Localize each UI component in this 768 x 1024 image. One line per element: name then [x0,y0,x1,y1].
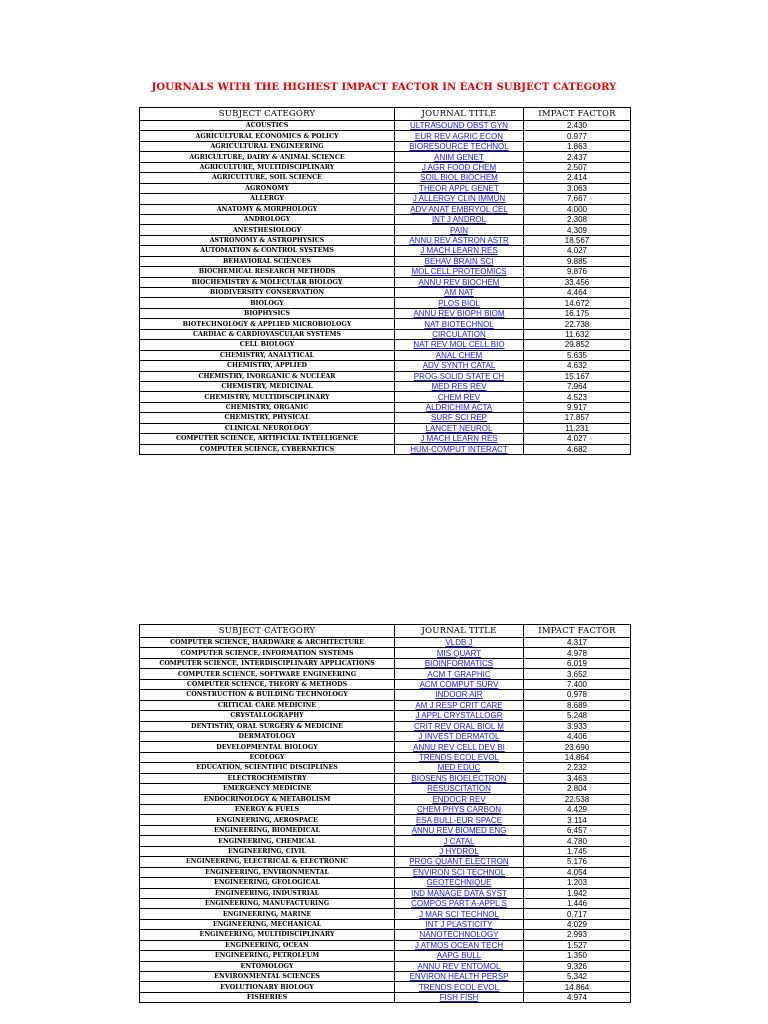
subject-category-cell: ENGINEERING, MARINE [140,909,395,919]
subject-category-cell: COMPUTER SCIENCE, INTERDISCIPLINARY APPLICATIONS [140,658,395,668]
subject-category-cell: AUTOMATION & CONTROL SYSTEMS [140,246,395,256]
table-row [140,277,631,287]
impact-factor-cell: 18.567 [524,235,631,245]
impact-factor-cell: 4.317 [524,638,631,648]
table-row [140,204,631,214]
subject-category-cell: ENGINEERING, OCEAN [140,940,395,950]
impact-factor-cell: 1.863 [524,141,631,151]
journal-title-link[interactable]: MOL CELL PROTEOMICS [395,267,524,277]
table-row [140,371,631,381]
journal-title-link[interactable]: INT J ANDROL [395,214,524,224]
journal-title-link[interactable]: J APPL CRYSTALLOGR [395,711,524,721]
journal-title-link[interactable]: HUM-COMPUT INTERACT [395,444,524,454]
impact-factor-cell: 11.632 [524,329,631,339]
impact-factor-cell: 14.864 [524,752,631,762]
impact-factor-cell: 3.933 [524,721,631,731]
subject-category-header: SUBJECT CATEGORY [140,625,395,638]
subject-category-cell: BIOTECHNOLOGY & APPLIED MICROBIOLOGY [140,319,395,329]
impact-factor-cell: 2.437 [524,152,631,162]
subject-category-cell: ENTOMOLOGY [140,961,395,971]
table-row [140,888,631,898]
impact-factor-table-2 [139,624,631,1003]
table-row [140,919,631,929]
table-row [140,423,631,433]
impact-factor-cell: 1.350 [524,951,631,961]
table-header-row [140,625,631,638]
table-row [140,951,631,961]
table-row [140,711,631,721]
subject-category-cell: CHEMISTRY, PHYSICAL [140,413,395,423]
impact-factor-cell: 0.977 [524,131,631,141]
subject-category-cell: CRITICAL CARE MEDICINE [140,700,395,710]
table-row [140,638,631,648]
subject-category-cell: ANATOMY & MORPHOLOGY [140,204,395,214]
table-row [140,658,631,668]
impact-factor-cell: 15.167 [524,371,631,381]
table-row [140,162,631,172]
table-row [140,173,631,183]
journal-title-link[interactable]: PAIN [395,225,524,235]
subject-category-cell: ENGINEERING, PETROLEUM [140,951,395,961]
table-row [140,972,631,982]
subject-category-cell: BIOCHEMICAL RESEARCH METHODS [140,267,395,277]
journal-title-link[interactable]: BEHAV BRAIN SCI [395,256,524,266]
impact-factor-cell: 29.852 [524,340,631,350]
table-row [140,992,631,1002]
impact-factor-cell: 1.446 [524,898,631,908]
table-row [140,434,631,444]
subject-category-cell: COMPUTER SCIENCE, THEORY & METHODS [140,679,395,689]
journal-title-link[interactable]: SURF SCI REP [395,413,524,423]
journal-title-link[interactable]: ULTRASOUND OBST GYN [395,121,524,131]
journal-title-link[interactable]: J MACH LEARN RES [395,246,524,256]
table-row [140,898,631,908]
journal-title-link[interactable]: BIOINFORMATICS [395,658,524,668]
table-row [140,982,631,992]
impact-factor-cell: 17.857 [524,413,631,423]
impact-factor-cell: 4.309 [524,225,631,235]
journal-title-link[interactable]: NAT REV MOL CELL BIO [395,340,524,350]
impact-factor-cell: 3.063 [524,183,631,193]
subject-category-cell: DEVELOPMENTAL BIOLOGY [140,742,395,752]
table-row [140,183,631,193]
impact-factor-cell: 14.672 [524,298,631,308]
subject-category-cell: CHEMISTRY, ORGANIC [140,402,395,412]
impact-factor-cell: 2.308 [524,214,631,224]
journal-title-link[interactable]: ADV SYNTH CATAL [395,361,524,371]
table-row [140,361,631,371]
table-row [140,121,631,131]
journal-title-link[interactable]: IND MANAGE DATA SYST [395,888,524,898]
impact-factor-cell: 4.429 [524,805,631,815]
subject-category-cell: ENGINEERING, BIOMEDICAL [140,825,395,835]
subject-category-cell: CELL BIOLOGY [140,340,395,350]
subject-category-cell: ENGINEERING, CHEMICAL [140,836,395,846]
subject-category-cell: BIOCHEMISTRY & MOLECULAR BIOLOGY [140,277,395,287]
journal-title-link[interactable]: ANIM GENET [395,152,524,162]
subject-category-cell: AGRICULTURE, SOIL SCIENCE [140,173,395,183]
impact-factor-cell: 4.632 [524,361,631,371]
subject-category-cell: AGRICULTURAL ECONOMICS & POLICY [140,131,395,141]
impact-factor-cell: 1.203 [524,878,631,888]
journal-title-link[interactable]: CHEM PHYS CARBON [395,805,524,815]
impact-factor-table-1 [139,107,631,455]
journal-title-link[interactable]: MIS QUART [395,648,524,658]
subject-category-cell: CHEMISTRY, MEDICINAL [140,381,395,391]
impact-factor-cell: 1.942 [524,888,631,898]
journal-title-link[interactable]: ANNU REV CELL DEV BI [395,742,524,752]
table-body [140,121,631,455]
table-row [140,256,631,266]
journal-title-link[interactable]: AM J RESP CRIT CARE [395,700,524,710]
table-row [140,669,631,679]
journal-title-link[interactable]: PROG SOLID STATE CH [395,371,524,381]
table-row [140,141,631,151]
subject-category-cell: ENGINEERING, ENVIRONMENTAL [140,867,395,877]
journal-title-link[interactable]: PROG QUANT ELECTRON [395,857,524,867]
subject-category-cell: ALLERGY [140,194,395,204]
table-row [140,194,631,204]
subject-category-cell: AGRICULTURAL ENGINEERING [140,141,395,151]
journal-title-link[interactable]: NAT BIOTECHNOL [395,319,524,329]
impact-factor-cell: 0.717 [524,909,631,919]
table-row [140,329,631,339]
journal-title-link[interactable]: J AGR FOOD CHEM [395,162,524,172]
table-row [140,815,631,825]
table-row [140,402,631,412]
journal-title-link[interactable]: SOIL BIOL BIOCHEM [395,173,524,183]
impact-factor-cell: 2.507 [524,162,631,172]
journal-title-header: JOURNAL TITLE [395,625,524,638]
journal-title-link[interactable]: AAPG BULL [395,951,524,961]
subject-category-cell: COMPUTER SCIENCE, SOFTWARE ENGINEERING [140,669,395,679]
table-row [140,721,631,731]
impact-factor-cell: 2.430 [524,121,631,131]
impact-factor-cell: 22.738 [524,319,631,329]
impact-factor-cell: 4.780 [524,836,631,846]
table-row [140,690,631,700]
table-row [140,940,631,950]
journal-title-link[interactable]: ESA BULL-EUR SPACE [395,815,524,825]
impact-factor-cell: 3.463 [524,773,631,783]
journal-title-link[interactable]: MED RES REV [395,381,524,391]
subject-category-cell: ELECTROCHEMISTRY [140,773,395,783]
subject-category-cell: ENGINEERING, AEROSPACE [140,815,395,825]
table-row [140,246,631,256]
impact-factor-cell: 9.917 [524,402,631,412]
table-row [140,825,631,835]
table-row [140,225,631,235]
journal-title-link[interactable]: ENVIRON SCI TECHNOL [395,867,524,877]
journal-title-link[interactable]: BIORESOURCE TECHNOL [395,141,524,151]
journal-title-link[interactable]: CIRCULATION [395,329,524,339]
impact-factor-cell: 5.176 [524,857,631,867]
table-row [140,784,631,794]
journal-title-link[interactable]: J HYDROL [395,846,524,856]
journal-title-link[interactable]: J MACH LEARN RES [395,434,524,444]
subject-category-cell: ANESTHESIOLOGY [140,225,395,235]
impact-factor-cell: 16.175 [524,308,631,318]
table-row [140,288,631,298]
impact-factor-cell: 23.690 [524,742,631,752]
subject-category-cell: AGRONOMY [140,183,395,193]
table-row [140,909,631,919]
table-row [140,350,631,360]
table-row [140,392,631,402]
subject-category-cell: CHEMISTRY, APPLIED [140,361,395,371]
impact-factor-cell: 1.745 [524,846,631,856]
impact-factor-cell: 4.406 [524,731,631,741]
journal-title-link[interactable]: ANNU REV BIOMED ENG [395,825,524,835]
journal-title-link[interactable]: J MAR SCI TECHNOL [395,909,524,919]
table-row [140,308,631,318]
journal-title-link[interactable]: PLOS BIOL [395,298,524,308]
impact-factor-cell: 22.538 [524,794,631,804]
table-row [140,413,631,423]
subject-category-cell: COMPUTER SCIENCE, CYBERNETICS [140,444,395,454]
journal-title-link[interactable]: ACM T GRAPHIC [395,669,524,679]
subject-category-cell: EVOLUTIONARY BIOLOGY [140,982,395,992]
impact-factor-cell: 4.978 [524,648,631,658]
subject-category-cell: CLINICAL NEUROLOGY [140,423,395,433]
table-row [140,857,631,867]
impact-factor-cell: 4.974 [524,992,631,1002]
table-row [140,131,631,141]
journal-title-link[interactable]: ENVIRON HEALTH PERSP [395,972,524,982]
subject-category-cell: BIOLOGY [140,298,395,308]
subject-category-cell: DENTISTRY, ORAL SURGERY & MEDICINE [140,721,395,731]
table-row [140,752,631,762]
impact-factor-cell: 0.978 [524,690,631,700]
impact-factor-cell: 9.326 [524,961,631,971]
subject-category-cell: COMPUTER SCIENCE, ARTIFICIAL INTELLIGENCE [140,434,395,444]
table-row [140,731,631,741]
impact-factor-cell: 14.864 [524,982,631,992]
subject-category-cell: CARDIAC & CARDIOVASCULAR SYSTEMS [140,329,395,339]
subject-category-cell: EMERGENCY MEDICINE [140,784,395,794]
journal-title-link[interactable]: TRENDS ECOL EVOL [395,982,524,992]
impact-factor-cell: 2.804 [524,784,631,794]
impact-factor-header: IMPACT FACTOR [524,108,631,121]
journal-title-link[interactable]: ANNU REV BIOPH BIOM [395,308,524,318]
impact-factor-cell: 6.019 [524,658,631,668]
table-row [140,805,631,815]
subject-category-cell: CHEMISTRY, MULTIDISCIPLINARY [140,392,395,402]
journal-title-link[interactable]: ANAL CHEM [395,350,524,360]
journal-title-link[interactable]: J ATMOS OCEAN TECH [395,940,524,950]
impact-factor-cell: 7.400 [524,679,631,689]
journal-title-link[interactable]: J CATAL [395,836,524,846]
table-row [140,381,631,391]
impact-factor-cell: 4.029 [524,919,631,929]
subject-category-header: SUBJECT CATEGORY [140,108,395,121]
impact-factor-cell: 33.456 [524,277,631,287]
table-row [140,444,631,454]
subject-category-cell: COMPUTER SCIENCE, INFORMATION SYSTEMS [140,648,395,658]
journal-title-link[interactable]: J INVEST DERMATOL [395,731,524,741]
journal-title-link[interactable]: ADV ANAT EMBRYOL CEL [395,204,524,214]
subject-category-cell: ENGINEERING, CIVIL [140,846,395,856]
table-row [140,763,631,773]
journal-title-link[interactable]: VLDB J [395,638,524,648]
journal-title-link[interactable]: ALDRICHIM ACTA [395,402,524,412]
subject-category-cell: DERMATOLOGY [140,731,395,741]
subject-category-cell: ENGINEERING, GEOLOGICAL [140,878,395,888]
journal-title-header: JOURNAL TITLE [395,108,524,121]
journal-title-link[interactable]: ENDOCR REV [395,794,524,804]
impact-factor-cell: 4.027 [524,246,631,256]
table-row [140,773,631,783]
table-header-row [140,108,631,121]
table-body [140,638,631,1003]
impact-factor-cell: 11.231 [524,423,631,433]
journal-title-link[interactable]: BIOSENS BIOELECTRON [395,773,524,783]
subject-category-cell: CRYSTALLOGRAPHY [140,711,395,721]
subject-category-cell: ECOLOGY [140,752,395,762]
table-row [140,878,631,888]
journal-title-link[interactable]: ANNU REV ASTRON ASTR [395,235,524,245]
impact-factor-cell: 4.682 [524,444,631,454]
impact-factor-cell: 6.457 [524,825,631,835]
impact-factor-cell: 7.964 [524,381,631,391]
subject-category-cell: ENVIRONMENTAL SCIENCES [140,972,395,982]
journal-title-link[interactable]: LANCET NEUROL [395,423,524,433]
journal-title-link[interactable]: ANNU REV BIOCHEM [395,277,524,287]
journal-title-link[interactable]: FISH FISH [395,992,524,1002]
journal-title-link[interactable]: CHEM REV [395,392,524,402]
journal-title-link[interactable]: GEOTECHNIQUE [395,878,524,888]
impact-factor-cell: 4.523 [524,392,631,402]
subject-category-cell: ENGINEERING, INDUSTRIAL [140,888,395,898]
journal-title-link[interactable]: THEOR APPL GENET [395,183,524,193]
table-row [140,319,631,329]
subject-category-cell: BIOPHYSICS [140,308,395,318]
page-title: JOURNALS WITH THE HIGHEST IMPACT FACTOR IN EACH SUBJECT CATEGORY [151,82,617,93]
impact-factor-header: IMPACT FACTOR [524,625,631,638]
table-row [140,930,631,940]
subject-category-cell: CHEMISTRY, INORGANIC & NUCLEAR [140,371,395,381]
table-row [140,836,631,846]
table-row [140,679,631,689]
table-row [140,267,631,277]
table-row [140,742,631,752]
subject-category-cell: ENERGY & FUELS [140,805,395,815]
subject-category-cell: AGRICULTURE, DAIRY & ANIMAL SCIENCE [140,152,395,162]
table-row [140,235,631,245]
journal-title-link[interactable]: TRENDS ECOL EVOL [395,752,524,762]
journal-title-link[interactable]: EUR REV AGRIC ECON [395,131,524,141]
table-row [140,794,631,804]
subject-category-cell: ASTRONOMY & ASTROPHYSICS [140,235,395,245]
table-row [140,961,631,971]
impact-factor-cell: 3.114 [524,815,631,825]
table-row [140,298,631,308]
journal-title-link[interactable]: RESUSCITATION [395,784,524,794]
subject-category-cell: ENGINEERING, ELECTRICAL & ELECTRONIC [140,857,395,867]
table-row [140,214,631,224]
journal-title-link[interactable]: MED EDUC [395,763,524,773]
impact-factor-cell: 9.876 [524,267,631,277]
impact-factor-cell: 7.667 [524,194,631,204]
impact-factor-cell: 1.527 [524,940,631,950]
impact-factor-cell: 4.027 [524,434,631,444]
impact-factor-cell: 2.232 [524,763,631,773]
impact-factor-cell: 3.652 [524,669,631,679]
subject-category-cell: CONSTRUCTION & BUILDING TECHNOLOGY [140,690,395,700]
table-row [140,152,631,162]
impact-factor-cell: 5.342 [524,972,631,982]
subject-category-cell: ENGINEERING, MANUFACTURING [140,898,395,908]
journal-title-link[interactable]: NANOTECHNOLOGY [395,930,524,940]
journal-title-link[interactable]: COMPOS PART A-APPL S [395,898,524,908]
subject-category-cell: ENDOCRINOLOGY & METABOLISM [140,794,395,804]
table-row [140,700,631,710]
journal-title-link[interactable]: INDOOR AIR [395,690,524,700]
subject-category-cell: AGRICULTURE, MULTIDISCIPLINARY [140,162,395,172]
subject-category-cell: CHEMISTRY, ANALYTICAL [140,350,395,360]
subject-category-cell: ENGINEERING, MECHANICAL [140,919,395,929]
impact-factor-cell: 5.248 [524,711,631,721]
subject-category-cell: ENGINEERING, MULTIDISCIPLINARY [140,930,395,940]
journal-title-link[interactable]: J ALLERGY CLIN IMMUN [395,194,524,204]
subject-category-cell: FISHERIES [140,992,395,1002]
table-row [140,340,631,350]
subject-category-cell: ACOUSTICS [140,121,395,131]
impact-factor-cell: 4.464 [524,288,631,298]
subject-category-cell: EDUCATION, SCIENTIFIC DISCIPLINES [140,763,395,773]
subject-category-cell: COMPUTER SCIENCE, HARDWARE & ARCHITECTURE [140,638,395,648]
journal-title-link[interactable]: ANNU REV ENTOMOL [395,961,524,971]
impact-factor-cell: 2.414 [524,173,631,183]
journal-title-link[interactable]: AM NAT [395,288,524,298]
subject-category-cell: BIODIVERSITY CONSERVATION [140,288,395,298]
table-row [140,648,631,658]
impact-factor-cell: 4.000 [524,204,631,214]
impact-factor-cell: 2.993 [524,930,631,940]
journal-title-link[interactable]: ACM COMPUT SURV [395,679,524,689]
impact-factor-cell: 9.885 [524,256,631,266]
impact-factor-cell: 5.635 [524,350,631,360]
journal-title-link[interactable]: CRIT REV ORAL BIOL M [395,721,524,731]
table-row [140,846,631,856]
subject-category-cell: BEHAVIORAL SCIENCES [140,256,395,266]
impact-factor-cell: 8.689 [524,700,631,710]
journal-title-link[interactable]: INT J PLASTICITY [395,919,524,929]
subject-category-cell: ANDROLOGY [140,214,395,224]
table-row [140,867,631,877]
impact-factor-cell: 4.054 [524,867,631,877]
